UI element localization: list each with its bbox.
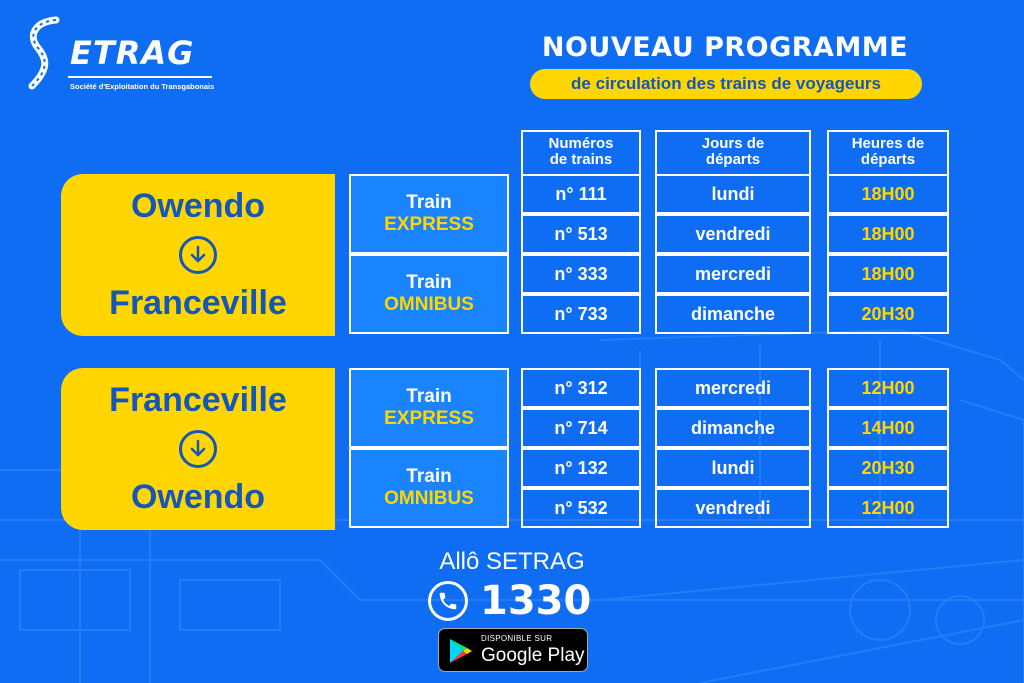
setrag-logo	[24, 16, 214, 96]
logo-brand: ETRAG	[70, 34, 195, 72]
train-number: n° 733	[521, 294, 641, 334]
departure-hour: 12H00	[827, 368, 949, 408]
route-origin: Owendo	[130, 187, 266, 225]
logo-underline	[68, 76, 212, 78]
route-origin: Franceville	[109, 381, 287, 419]
train-type-label: Train	[406, 192, 452, 213]
arrow-down-circle-icon	[179, 236, 217, 274]
route-destination: Franceville	[109, 284, 287, 322]
phone-contact[interactable]	[428, 576, 591, 626]
departure-hour: 20H30	[827, 448, 949, 488]
route-destination: Owendo	[130, 478, 266, 516]
departure-hour: 12H00	[827, 488, 949, 528]
departure-day: vendredi	[655, 214, 811, 254]
header-departure-days	[655, 130, 811, 174]
train-type-omnibus	[349, 254, 509, 334]
train-number: n° 714	[521, 408, 641, 448]
header-departure-hours	[827, 130, 949, 174]
departure-day: mercredi	[655, 368, 811, 408]
header-departure-hours-line2: départs	[860, 151, 916, 168]
train-number: n° 532	[521, 488, 641, 528]
train-type-name: OMNIBUS	[384, 294, 474, 315]
route-owendo-franceville	[61, 174, 335, 336]
arrow-down-circle-icon	[179, 430, 217, 468]
departure-day: mercredi	[655, 254, 811, 294]
header-train-numbers	[521, 130, 641, 174]
page-title: NOUVEAU PROGRAMME	[541, 32, 909, 63]
google-play-icon	[449, 638, 473, 664]
train-type-label: Train	[406, 386, 452, 407]
page-subtitle: de circulation des trains de voyageurs	[530, 69, 922, 99]
departure-day: lundi	[655, 174, 811, 214]
train-number: n° 312	[521, 368, 641, 408]
header-departure-hours-line1: Heures de	[851, 135, 925, 152]
store-name: Google Play	[481, 645, 585, 666]
departure-hour: 18H00	[827, 174, 949, 214]
departure-hour: 14H00	[827, 408, 949, 448]
header-train-numbers-line2: de trains	[549, 151, 613, 168]
train-type-name: EXPRESS	[384, 408, 474, 429]
train-type-name: EXPRESS	[384, 214, 474, 235]
train-number: n° 333	[521, 254, 641, 294]
departure-day: vendredi	[655, 488, 811, 528]
train-type-label: Train	[406, 466, 452, 487]
allo-setrag-label: Allô SETRAG	[439, 548, 585, 575]
logo-tagline: Société d'Exploitation du Transgabonais	[70, 82, 215, 91]
route-franceville-owendo	[61, 368, 335, 530]
departure-day: lundi	[655, 448, 811, 488]
setrag-logo-icon	[24, 16, 64, 92]
store-small-label: DISPONIBLE SUR	[481, 634, 553, 643]
departure-day: dimanche	[655, 408, 811, 448]
train-number: n° 513	[521, 214, 641, 254]
train-type-name: OMNIBUS	[384, 488, 474, 509]
train-type-label: Train	[406, 272, 452, 293]
departure-hour: 18H00	[827, 254, 949, 294]
departure-hour: 18H00	[827, 214, 949, 254]
departure-hour: 20H30	[827, 294, 949, 334]
train-type-express	[349, 174, 509, 254]
train-type-express	[349, 368, 509, 448]
header-train-numbers-line1: Numéros	[548, 135, 614, 152]
departure-day: dimanche	[655, 294, 811, 334]
train-number: n° 111	[521, 174, 641, 214]
train-type-omnibus	[349, 448, 509, 528]
phone-number: 1330	[480, 578, 592, 624]
train-number: n° 132	[521, 448, 641, 488]
header-departure-days-line2: départs	[705, 151, 761, 168]
phone-icon	[428, 581, 468, 621]
google-play-badge[interactable]	[438, 628, 588, 672]
header-departure-days-line1: Jours de	[701, 135, 765, 152]
